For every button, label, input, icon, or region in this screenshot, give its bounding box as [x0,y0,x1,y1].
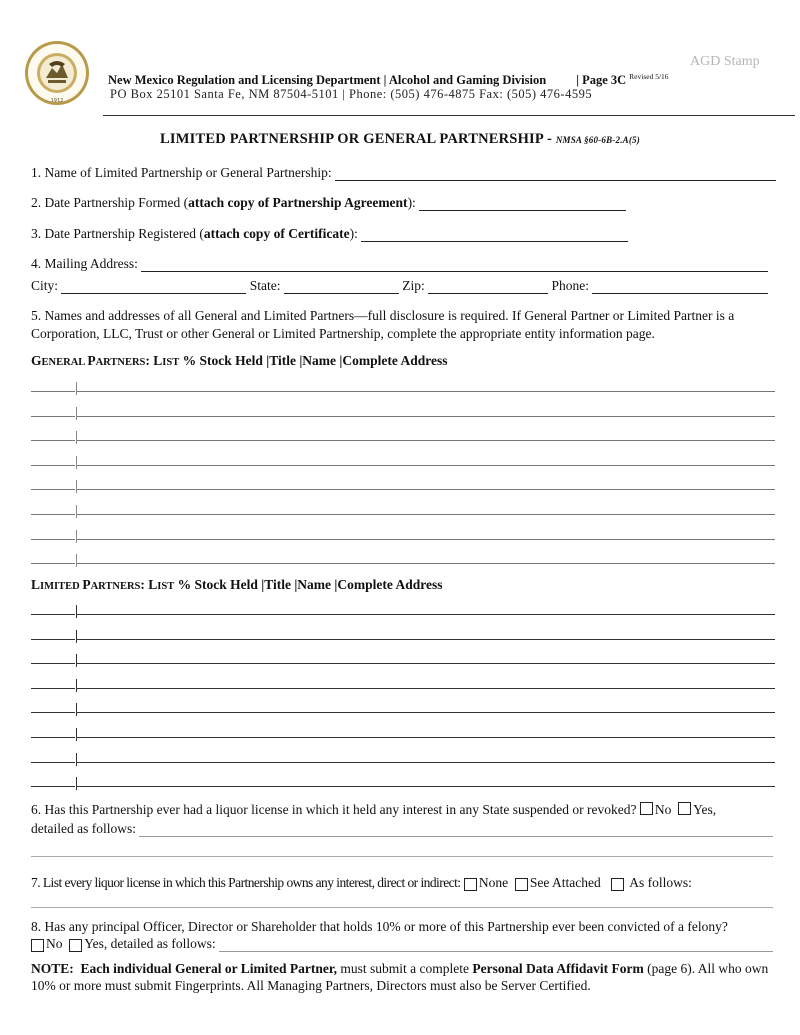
limited-partner-stock-field[interactable] [31,737,75,738]
general-partner-row [31,378,775,392]
limited-partner-row [31,773,775,787]
column-divider [76,480,77,493]
column-divider [76,753,77,766]
limited-partner-stock-field[interactable] [31,614,75,615]
general-partner-stock-field[interactable] [31,539,75,540]
general-partner-row [31,452,775,466]
limited-partner-details-field[interactable] [77,712,775,713]
q6-question [31,801,776,819]
limited-partner-details-field[interactable] [77,639,775,640]
limited-partner-row [31,675,775,689]
phone-label: Phone: [551,278,590,293]
q7-see-attached-checkbox[interactable] [515,878,528,891]
general-partner-details-field[interactable] [77,391,775,392]
q8-text: 8. Has any principal Officer, Director or Shareholder that holds 10% or more of this Partnership ever been convicted of a felony? [31,919,728,934]
zip-label: Zip: [402,278,425,293]
general-partner-stock-field[interactable] [31,514,75,515]
q6-detail-field[interactable] [139,824,773,837]
column-divider [76,654,77,667]
q1-label: 1. Name of Limited Partnership or General Partnership: [31,165,332,180]
agency-header [108,72,669,88]
q3-label: 3. Date Partnership Registered (attach copy of Certificate): [31,226,358,241]
limited-partner-details-field[interactable] [77,688,775,689]
limited-partner-details-field[interactable] [77,663,775,664]
form-title-main: LIMITED PARTNERSHIP OR GENERAL PARTNERSHIP - [160,131,552,147]
column-divider [76,456,77,469]
q7-row [31,875,776,891]
column-divider [76,703,77,716]
note-text: NOTE: Each individual General or Limited Partner, must submit a complete Personal Data Affidavit Form (page 6). All who own 10% or more must submit Fingerprints. All Managing Partners, Directors must also be Server Certified. [31,961,769,993]
q8-detail-field[interactable] [219,939,773,952]
q8-question [31,918,776,936]
limited-partner-details-field[interactable] [77,786,775,787]
general-partner-details-field[interactable] [77,416,775,417]
general-partners-heading: GENERAL PARTNERS: LIST % Stock Held |Title |Name |Complete Address [31,353,448,368]
general-partner-stock-field[interactable] [31,391,75,392]
general-partner-details-field[interactable] [77,465,775,466]
limited-partner-details-field[interactable] [77,737,775,738]
form-title [0,131,800,148]
agd-stamp-label: AGD Stamp [690,54,760,69]
q6-no-label: No [654,802,672,817]
general-partner-details-field[interactable] [77,563,775,564]
q7-see-attached-label: See Attached [529,875,601,890]
general-partner-row [31,550,775,564]
column-divider [76,382,77,395]
q4-label: 4. Mailing Address: [31,256,138,271]
date-registered-field[interactable] [361,229,628,242]
general-partner-row [31,501,775,515]
city-state-zip-row [31,278,768,294]
q7-text: 7. List every liquor license in which this Partnership owns any interest, direct or indirect: [31,875,461,890]
column-divider [76,679,77,692]
q8-answer-row [31,936,773,952]
limited-partner-row [31,724,775,738]
q3-row [31,226,628,242]
q2-label: 2. Date Partnership Formed (attach copy of Partnership Agreement): [31,195,416,210]
q6-detail-row [31,821,773,837]
agency-line: New Mexico Regulation and Licensing Department | Alcohol and Gaming Division [108,73,547,88]
column-divider [76,554,77,567]
general-partner-row [31,403,775,417]
q8-yes-label: Yes, detailed as follows: [84,936,216,951]
q7-line[interactable] [31,907,773,908]
q7-none-checkbox[interactable] [464,878,477,891]
limited-partner-row [31,749,775,763]
form-citation: NMSA §60-6B-2.A(5) [555,135,640,145]
city-field[interactable] [61,281,246,294]
limited-partner-stock-field[interactable] [31,639,75,640]
state-label: State: [249,278,281,293]
limited-partner-stock-field[interactable] [31,712,75,713]
general-partner-row [31,476,775,490]
mailing-address-field[interactable] [141,259,768,272]
state-seal-logo [24,40,90,106]
column-divider [76,728,77,741]
column-divider [76,605,77,618]
page-number: | Page 3C [576,73,627,88]
general-partner-stock-field[interactable] [31,416,75,417]
contact-line: PO Box 25101 Santa Fe, NM 87504-5101 | Phone: (505) 476-4875 Fax: (505) 476-4595 [110,87,593,101]
column-divider [76,630,77,643]
q6-detail-label: detailed as follows: [31,821,136,836]
general-partner-stock-field[interactable] [31,563,75,564]
q6-yes-label: Yes, [693,802,717,817]
general-partner-stock-field[interactable] [31,465,75,466]
revised-date: Revised 5/16 [629,72,669,81]
general-partner-row [31,427,775,441]
q7-as-follows-label: As follows: [629,875,692,890]
general-partner-stock-field[interactable] [31,489,75,490]
limited-partner-stock-field[interactable] [31,762,75,763]
q6-yes-checkbox[interactable] [678,802,691,815]
general-partner-row [31,526,775,540]
q5-text: 5. Names and addresses of all General and Limited Partners—full disclosure is required. If General Partner or Limited Partner is a Corporation, LLC, Trust or other General or Limited Partnership, complete the appropriate entity information page. [31,308,735,341]
limited-partner-row [31,699,775,713]
column-divider [76,505,77,518]
limited-partner-stock-field[interactable] [31,663,75,664]
general-partner-stock-field[interactable] [31,440,75,441]
column-divider [76,777,77,790]
q1-row [31,165,776,181]
q8-no-checkbox[interactable] [31,939,44,952]
general-partner-details-field[interactable] [77,539,775,540]
limited-partner-stock-field[interactable] [31,786,75,787]
zip-field[interactable] [428,281,548,294]
column-divider [76,431,77,444]
limited-partner-details-field[interactable] [77,614,775,615]
state-field[interactable] [284,281,399,294]
q6-text: 6. Has this Partnership ever had a liquor license in which it held any interest in any State suspended or revoked? [31,802,637,817]
city-label: City: [31,278,59,293]
note-label: NOTE: [31,961,74,976]
svg-text:1912: 1912 [50,98,64,104]
q6-no-checkbox[interactable] [640,802,653,815]
partnership-name-field[interactable] [335,168,776,181]
limited-partner-stock-field[interactable] [31,688,75,689]
general-partner-details-field[interactable] [77,440,775,441]
header-divider [103,115,795,116]
q7-none-label: None [478,875,509,890]
general-partner-details-field[interactable] [77,489,775,490]
limited-partner-row [31,601,775,615]
limited-partners-heading: LIMITED PARTNERS: LIST % Stock Held |Title |Name |Complete Address [31,577,443,592]
q7-as-follows-checkbox[interactable] [611,878,624,891]
q4-row [31,256,768,272]
q6-extra-line[interactable] [31,856,773,857]
column-divider [76,407,77,420]
q8-yes-checkbox[interactable] [69,939,82,952]
limited-partner-details-field[interactable] [77,762,775,763]
date-formed-field[interactable] [419,198,626,211]
general-partner-details-field[interactable] [77,514,775,515]
limited-partner-row [31,626,775,640]
phone-field[interactable] [592,281,768,294]
q8-no-label: No [46,936,63,951]
limited-partner-row [31,650,775,664]
q2-row [31,195,626,211]
column-divider [76,530,77,543]
